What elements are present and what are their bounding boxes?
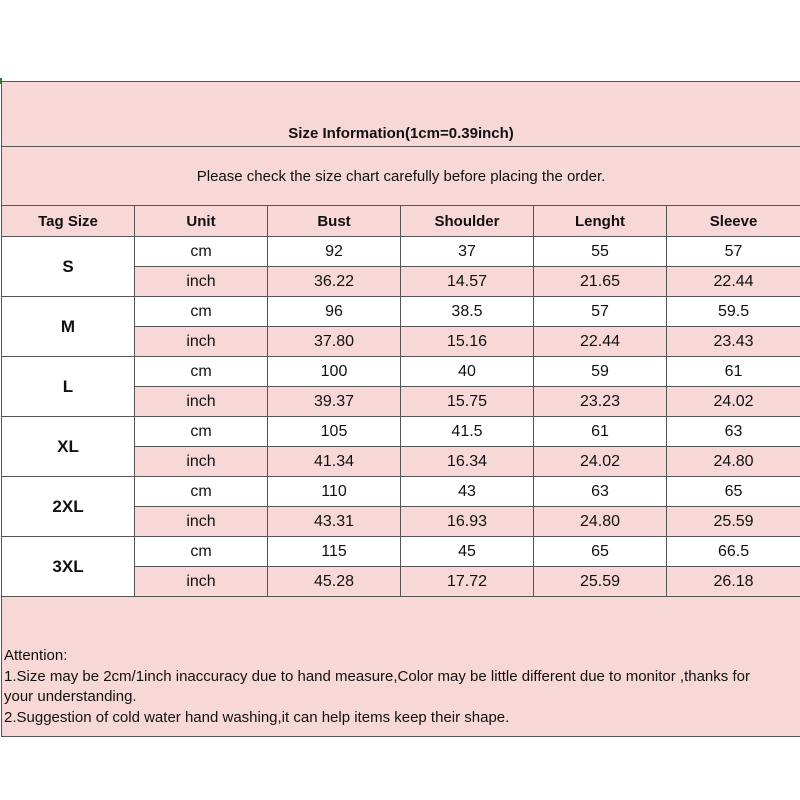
value-cell: 92 — [268, 237, 401, 267]
unit-cell: cm — [135, 537, 268, 567]
size-label: 2XL — [2, 477, 135, 537]
value-cell: 24.02 — [534, 447, 667, 477]
size-label: 3XL — [2, 537, 135, 597]
value-cell: 59 — [534, 357, 667, 387]
value-cell: 63 — [534, 477, 667, 507]
value-cell: 57 — [667, 237, 800, 267]
value-cell: 16.34 — [401, 447, 534, 477]
table-row — [2, 477, 800, 507]
value-cell: 40 — [401, 357, 534, 387]
value-cell: 61 — [667, 357, 800, 387]
chart-title: Size Information(1cm=0.39inch) — [2, 82, 800, 147]
value-cell: 41.5 — [401, 417, 534, 447]
value-cell: 25.59 — [667, 507, 800, 537]
table-row — [2, 357, 800, 387]
value-cell: 26.18 — [667, 567, 800, 597]
size-label: M — [2, 297, 135, 357]
value-cell: 66.5 — [667, 537, 800, 567]
value-cell: 65 — [534, 537, 667, 567]
value-cell: 17.72 — [401, 567, 534, 597]
value-cell: 22.44 — [667, 267, 800, 297]
value-cell: 36.22 — [268, 267, 401, 297]
col-header-shoulder: Shoulder — [401, 206, 534, 237]
value-cell: 25.59 — [534, 567, 667, 597]
unit-cell: inch — [135, 327, 268, 357]
value-cell: 43.31 — [268, 507, 401, 537]
attention-line-2: 2.Suggestion of cold water hand washing,it can help items keep their shape. — [4, 708, 510, 726]
table-row — [2, 237, 800, 267]
value-cell: 59.5 — [667, 297, 800, 327]
col-header-bust: Bust — [268, 206, 401, 237]
value-cell: 100 — [268, 357, 401, 387]
value-cell: 96 — [268, 297, 401, 327]
size-table — [1, 81, 800, 737]
value-cell: 110 — [268, 477, 401, 507]
value-cell: 57 — [534, 297, 667, 327]
value-cell: 14.57 — [401, 267, 534, 297]
value-cell: 24.02 — [667, 387, 800, 417]
value-cell: 37 — [401, 237, 534, 267]
attention-line-1: 1.Size may be 2cm/1inch inaccuracy due to hand measure,Color may be little different due to monitor ,thanks for — [4, 667, 750, 685]
value-cell: 37.80 — [268, 327, 401, 357]
value-cell: 15.16 — [401, 327, 534, 357]
size-label: L — [2, 357, 135, 417]
unit-cell: inch — [135, 567, 268, 597]
value-cell: 24.80 — [667, 447, 800, 477]
value-cell: 38.5 — [401, 297, 534, 327]
unit-cell: cm — [135, 477, 268, 507]
col-header-length: Lenght — [534, 206, 667, 237]
unit-cell: cm — [135, 297, 268, 327]
value-cell: 16.93 — [401, 507, 534, 537]
attention-note — [2, 597, 800, 737]
unit-cell: inch — [135, 387, 268, 417]
chart-subtitle: Please check the size chart carefully before placing the order. — [2, 147, 800, 206]
table-row — [2, 417, 800, 447]
value-cell: 43 — [401, 477, 534, 507]
attention-line-1b: your understanding. — [4, 688, 137, 705]
attention-heading: Attention: — [4, 647, 68, 664]
col-header-sleeve: Sleeve — [667, 206, 800, 237]
value-cell: 24.80 — [534, 507, 667, 537]
table-row — [2, 297, 800, 327]
col-header-unit: Unit — [135, 206, 268, 237]
value-cell: 41.34 — [268, 447, 401, 477]
header-row — [2, 206, 800, 237]
table-row — [2, 537, 800, 567]
value-cell: 21.65 — [534, 267, 667, 297]
unit-cell: cm — [135, 357, 268, 387]
value-cell: 22.44 — [534, 327, 667, 357]
unit-cell: cm — [135, 237, 268, 267]
size-chart — [1, 81, 800, 731]
size-label: XL — [2, 417, 135, 477]
unit-cell: cm — [135, 417, 268, 447]
value-cell: 45 — [401, 537, 534, 567]
value-cell: 115 — [268, 537, 401, 567]
unit-cell: inch — [135, 507, 268, 537]
value-cell: 39.37 — [268, 387, 401, 417]
value-cell: 65 — [667, 477, 800, 507]
value-cell: 105 — [268, 417, 401, 447]
size-label: S — [2, 237, 135, 297]
unit-cell: inch — [135, 447, 268, 477]
value-cell: 15.75 — [401, 387, 534, 417]
unit-cell: inch — [135, 267, 268, 297]
value-cell: 45.28 — [268, 567, 401, 597]
value-cell: 61 — [534, 417, 667, 447]
value-cell: 63 — [667, 417, 800, 447]
value-cell: 23.43 — [667, 327, 800, 357]
value-cell: 23.23 — [534, 387, 667, 417]
value-cell: 55 — [534, 237, 667, 267]
col-header-tag-size: Tag Size — [2, 206, 135, 237]
